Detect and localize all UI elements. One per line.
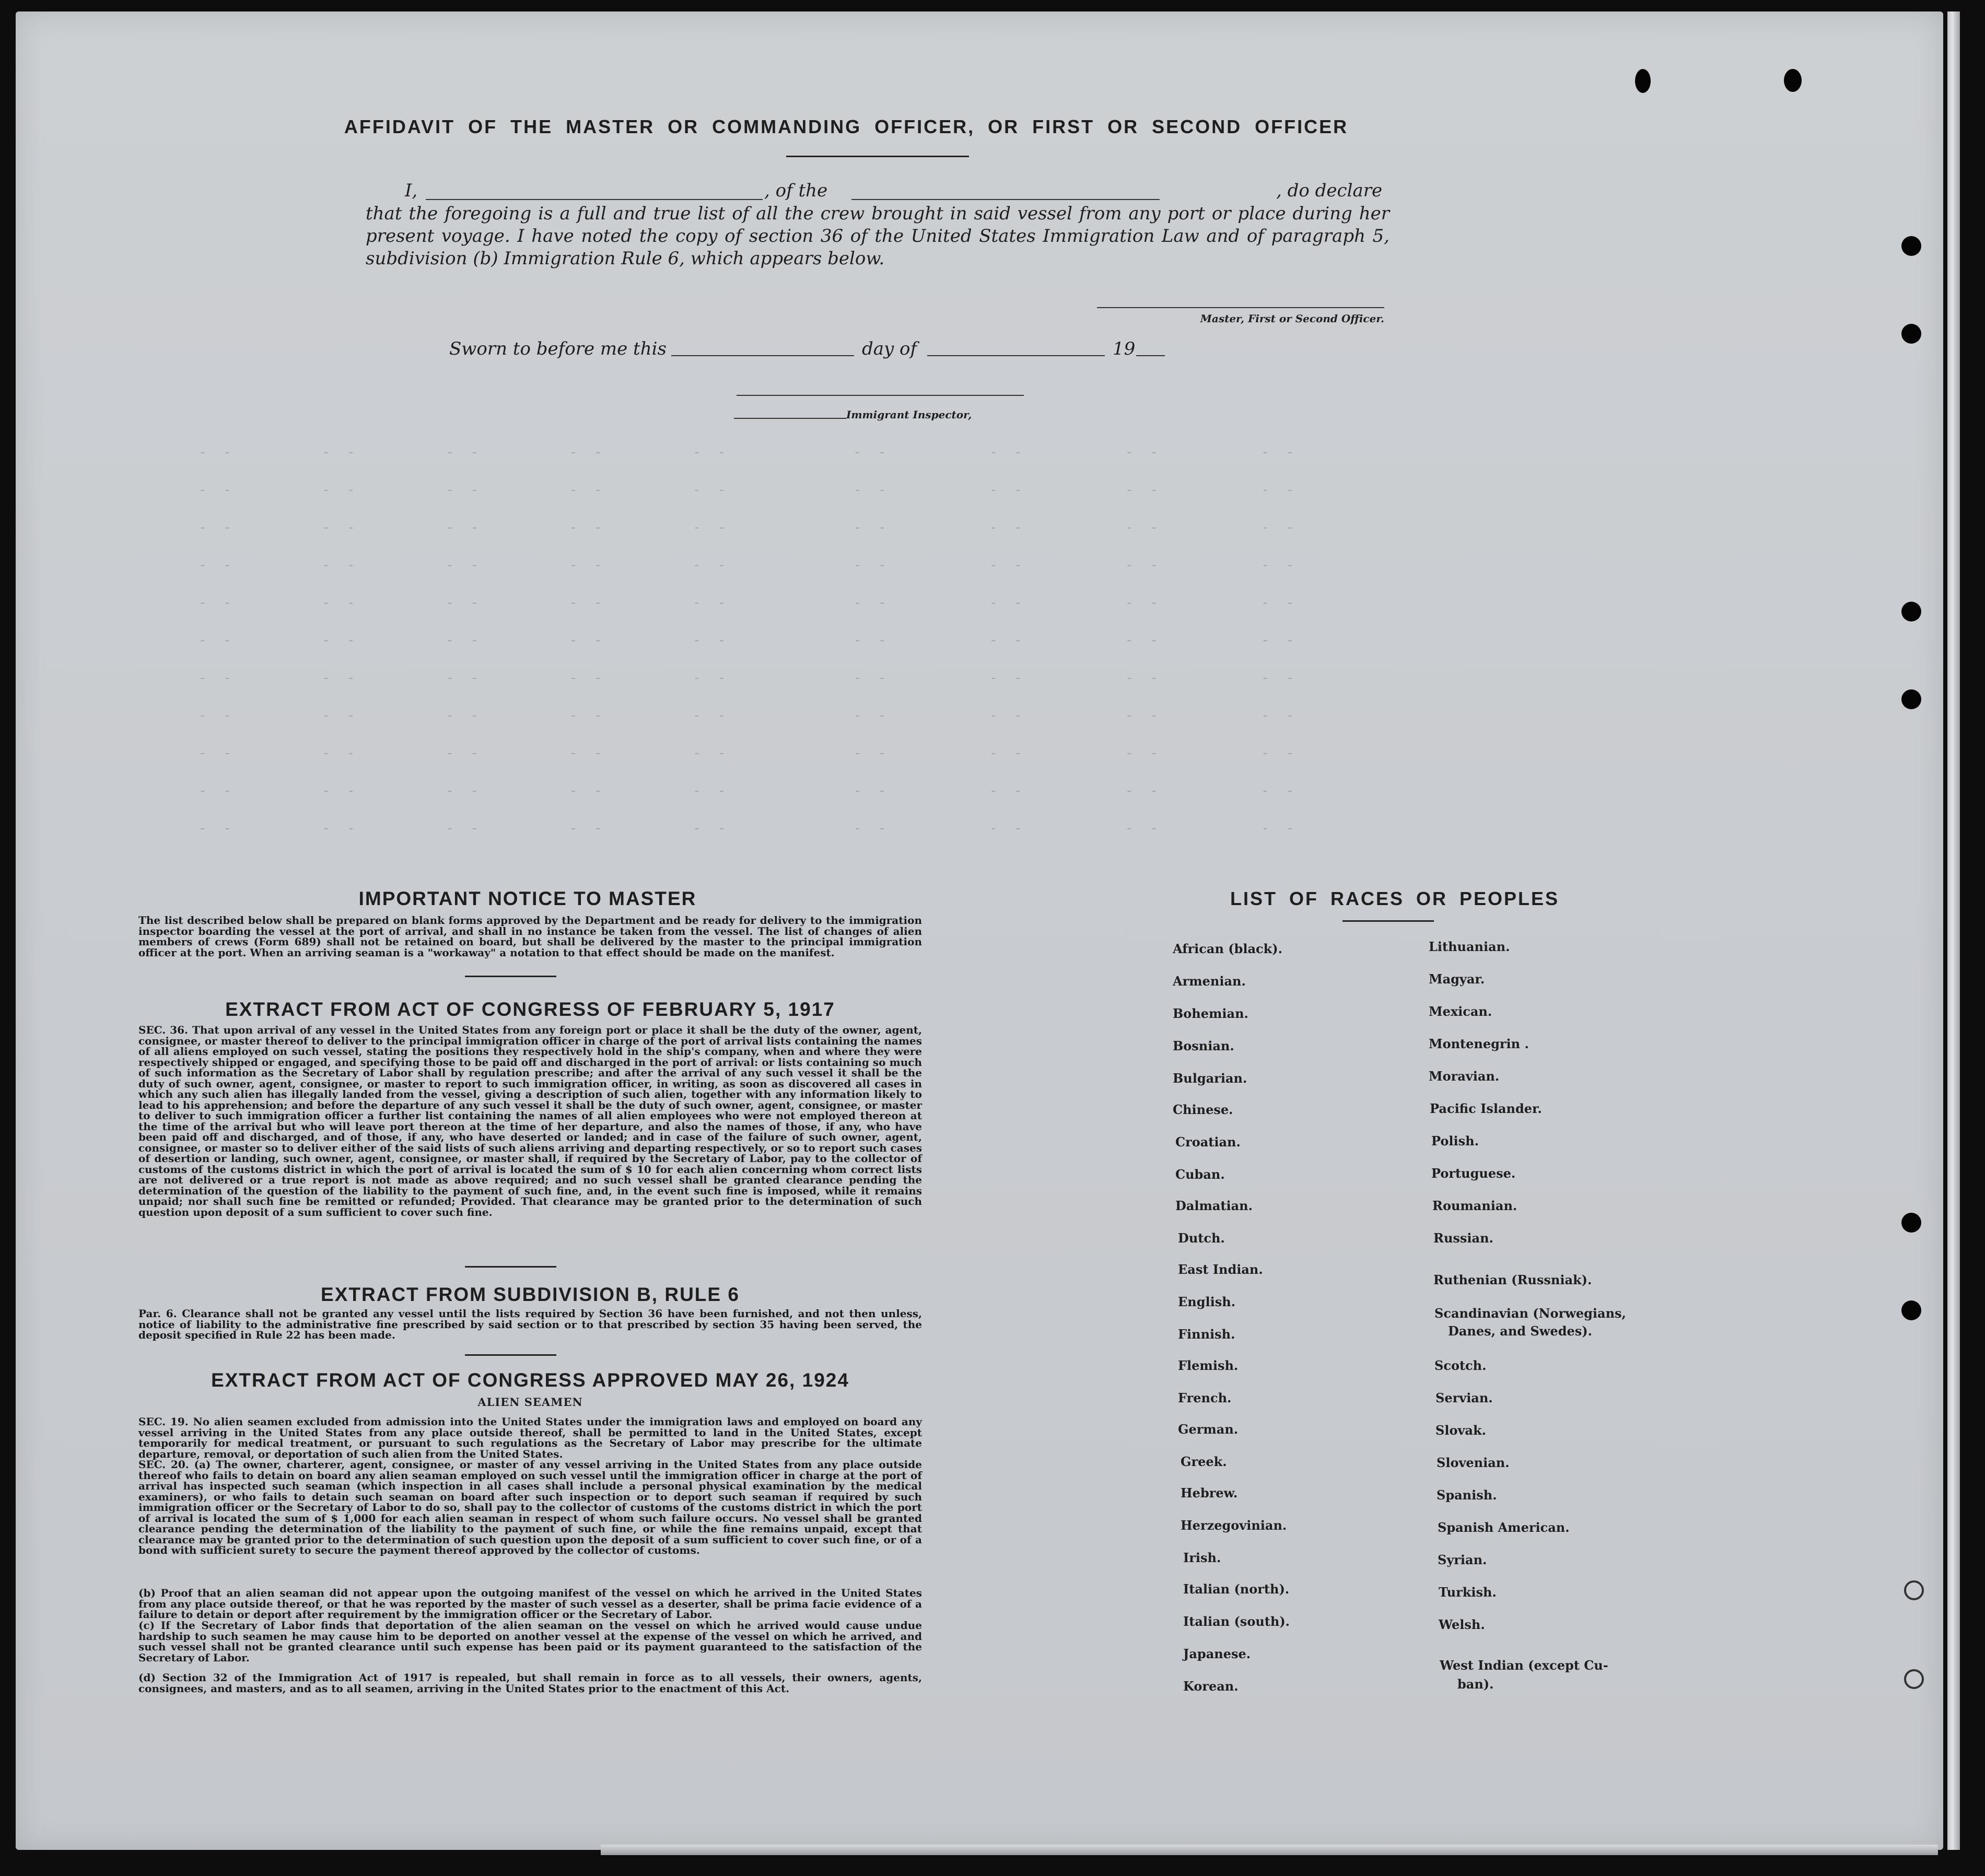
race-item: Russian. xyxy=(1433,1230,1493,1246)
sworn-year-label: 19 xyxy=(1113,338,1136,359)
extract-1917-title: EXTRACT FROM ACT OF CONGRESS OF FEBRUARY 5, 1917 xyxy=(225,999,835,1020)
race-item: Mexican. xyxy=(1429,1004,1492,1019)
extract-1924-title: EXTRACT FROM ACT OF CONGRESS APPROVED MAY 26, 1924 xyxy=(211,1369,849,1391)
race-item: Japanese. xyxy=(1183,1646,1251,1661)
sec-20d-text: (d) Section 32 of the Immigration Act of 1917 is repealed, but shall remain in force as to all vessels, their owners, agents, consignees, and masters, and as to all seamen, arriving in the United States prior to the enactment of this Act. xyxy=(138,1671,922,1695)
race-item: Finnish. xyxy=(1178,1327,1235,1342)
page-edge-bottom xyxy=(601,1845,1938,1855)
title-underline xyxy=(786,156,969,157)
declaration-line xyxy=(405,180,1387,203)
notice-divider xyxy=(465,976,556,977)
binder-hole xyxy=(1904,1580,1924,1600)
binder-hole xyxy=(1904,1669,1924,1689)
race-item: East Indian. xyxy=(1178,1262,1263,1277)
race-item: Bulgarian. xyxy=(1173,1071,1247,1086)
race-item: Ruthenian (Russniak). xyxy=(1433,1272,1592,1287)
affidavit-title: AFFIDAVIT OF THE MASTER OR COMMANDING OFFICER, OR FIRST OR SECOND OFFICER xyxy=(344,116,1349,137)
binder-hole xyxy=(1901,1300,1921,1320)
race-item: Bohemian. xyxy=(1173,1006,1248,1021)
race-item: West Indian (except Cu- xyxy=(1440,1658,1608,1673)
race-item: English. xyxy=(1178,1294,1236,1309)
race-item: Irish. xyxy=(1183,1550,1221,1565)
race-item: Chinese. xyxy=(1173,1102,1233,1117)
page-edge-right xyxy=(1947,11,1960,1850)
sec-20b-text: (b) Proof that an alien seaman did not appear upon the outgoing manifest of the vessel on which he arrived in the United States from any place outside thereof, or that he was reported by the master of such vessel as a deserter, shall be prima facie evidence of a failure to detain or deport after requirement by the immigration officer or the Secretary of Labor. xyxy=(138,1587,922,1621)
race-item: Spanish. xyxy=(1437,1487,1497,1503)
race-item: Lithuanian. xyxy=(1429,939,1510,954)
race-item: Polish. xyxy=(1431,1133,1479,1148)
binder-hole xyxy=(1901,324,1921,344)
race-item: Herzegovinian. xyxy=(1181,1518,1287,1533)
rule-6-text: Par. 6. Clearance shall not be granted any vessel until the lists required by Section 36 have been furnished, and not then unless, notice of liability to the administrative fine prescribed by said section or to that prescribed by section 35 having been served, the deposit specified in Rule 22 has been made. xyxy=(138,1307,922,1341)
races-title: LIST OF RACES OR PEOPLES xyxy=(1230,888,1560,909)
binder-hole xyxy=(1784,69,1802,92)
binder-hole xyxy=(1901,602,1921,622)
affidavit-body: that the foregoing is a full and true list of all the crew brought in said vessel from any port or place during her present voyage. I have noted the copy of section 36 of the United States Immigration Law and of paragraph 5, subdivision (b) Immigration Rule 6, which appears below. xyxy=(366,203,1390,269)
race-item: Scotch. xyxy=(1434,1358,1487,1373)
signature-line[interactable] xyxy=(1097,307,1384,308)
race-item: Danes, and Swedes). xyxy=(1448,1323,1592,1339)
race-item: Bosnian. xyxy=(1173,1038,1234,1053)
sec-20c-text: (c) If the Secretary of Labor finds that deportation of the alien seaman on the vessel on which he arrived would cause undue hardship to such seamen he may cause him to be deported on another vessel at the expense of the vessel on which he arrived, and such vessel shall not be granted clearance until such expense has been paid or its payment guaranteed to the satisfaction of the Secretary of Labor. xyxy=(138,1619,922,1664)
races-title-underline xyxy=(1342,920,1434,922)
race-item: Slovak. xyxy=(1435,1423,1486,1438)
inspector-line[interactable] xyxy=(734,418,846,419)
signature-label: Master, First or Second Officer. xyxy=(1200,312,1384,325)
rule-6-divider xyxy=(465,1354,556,1356)
race-item: Turkish. xyxy=(1439,1585,1497,1600)
binder-hole xyxy=(1635,69,1651,93)
declare-i: I, xyxy=(405,180,418,201)
race-item: Magyar. xyxy=(1429,971,1485,987)
race-item: Slovenian. xyxy=(1437,1455,1510,1470)
race-item: Cuban. xyxy=(1175,1167,1225,1182)
rule-6-title: EXTRACT FROM SUBDIVISION B, RULE 6 xyxy=(321,1284,740,1305)
race-item: Welsh. xyxy=(1439,1617,1485,1632)
inspector-label: Immigrant Inspector, xyxy=(846,408,972,421)
binder-hole xyxy=(1901,236,1921,256)
name-blank[interactable] xyxy=(426,199,763,200)
binder-hole xyxy=(1901,689,1921,709)
binder-hole xyxy=(1901,1213,1921,1233)
race-item: Italian (north). xyxy=(1183,1581,1290,1597)
race-item: ban). xyxy=(1457,1676,1494,1692)
race-item: Moravian. xyxy=(1429,1069,1500,1084)
declare-do-declare: , do declare xyxy=(1276,180,1383,201)
extract-1917-text: SEC. 36. That upon arrival of any vessel in the United States from any foreign port or place it shall be the duty of the owner, agent, consignee, or master thereof to deliver to the principal immigration officer in charge of the port of arrival lists containing the names of all aliens employed on such vessel, stating the positions they respectively hold in the ship's company, when and where they were respectively shipped or engaged, and specifying those to be paid off and discharged in the port of arrival: or lists containing so much of such information as the Secretary of Labor shall by regulation prescribe; and after the arrival of any such vessel it shall be the duty of such owner, agent, consignee, or master to report to such immigration officer, in writing, as soon as discovered all cases in which any such alien has illegally landed from the vessel, giving a description of such alien, together with any information likely to lead to his apprehension; and before the departure of any such vessel it shall be the duty of such owner, agent, consignee, or master to deliver to such immigration officer a further list containing the names of all alien employees who were not employed thereon at the time of the arrival but who will leave port thereon at the time of her departure, and also the names of those, if any, who have been paid off and discharged, and of those, if any, who have deserted or landed; and in case of the failure of such owner, agent, consignee, or master so to deliver either of the said lists of such aliens arriving and departing respectively, or so to report such cases of desertion or landing, such owner, agent, consignee, or master shall, if required by the Secretary of Labor, pay to the collector of customs of the customs district in which the port of arrival is located the sum of $ 10 for each alien concerning whom correct lists are not delivered or a true report is not made as above required; and no such vessel shall be granted clearance pending the determination of the question of the liability to the payment of such fine, and, in the event such fine is imposed, while it remains unpaid; nor shall such fine be remitted or refunded; Provided. That clearance may be granted prior to the determination of such question upon deposit of a sum sufficient to cover such fine. xyxy=(138,1024,922,1218)
race-item: Portuguese. xyxy=(1431,1166,1516,1181)
race-item: Syrian. xyxy=(1438,1552,1487,1567)
notice-title: IMPORTANT NOTICE TO MASTER xyxy=(358,888,697,909)
race-item: Scandinavian (Norwegians, xyxy=(1434,1306,1626,1321)
sec-20a-text: SEC. 20. (a) The owner, charterer, agent, consignee, or master of any vessel arriving in the United States from any place outside thereof who fails to detain on board any alien seaman employed on such vessel until the immigration officer in charge at the port of arrival has inspected such seaman (which inspection in all cases shall include a personal physical examination by the medical examiners), or who fails to detain such seaman on board after such inspection or to deport such seaman if required by such immigration officer or the Secretary of Labor to do so, shall pay to the collector of customs of the customs district in which the port of arrival is located the sum of $ 1,000 for each alien seaman in respect of whom such failure occurs. No vessel shall be granted clearance pending the determination of the liability to the payment of such fine, or while the fine remains unpaid, except that clearance may be granted prior to the determination of such question upon the deposit of a sum sufficient to cover such fine, or of a bond with sufficient surety to secure the payment thereof approved by the collector of customs. xyxy=(138,1458,922,1556)
race-item: African (black). xyxy=(1173,941,1283,956)
race-item: Croatian. xyxy=(1175,1134,1241,1150)
race-item: Flemish. xyxy=(1178,1358,1239,1373)
race-item: Servian. xyxy=(1435,1390,1493,1405)
race-item: Korean. xyxy=(1183,1679,1239,1694)
race-item: Roumanian. xyxy=(1432,1198,1517,1213)
bleed-through-texture: - - - - - - - - - - - - - - - - - - - - - - - - - - - - - - - - - - - - - - - - - - - - - - - - - - - - - - - - - - - - - - - - - - - - - - - - - - - - - - - - - - - - - - - - - - - - - - - - - - - - - - - - - - - - - - - - - - - - - - - - - - - - - - - - - - - - - - - - - - - - - - - - - - - - - - - - - - - - - - - - - - - - - - - - - - - - - - - - - - - - - - - - - - - - - - - - - - - - - - xyxy=(198,444,1299,836)
sworn-year-blank[interactable] xyxy=(1136,355,1165,356)
vessel-blank[interactable] xyxy=(851,199,1160,200)
sworn-date-blank[interactable] xyxy=(671,355,854,356)
race-item: Dutch. xyxy=(1178,1230,1225,1246)
sworn-day-label: day of xyxy=(862,338,917,359)
race-item: Greek. xyxy=(1181,1454,1227,1469)
race-item: Italian (south). xyxy=(1183,1614,1290,1629)
sec-19-text: SEC. 19. No alien seamen excluded from admission into the United States under the immigration laws and employed on board any vessel arriving in the United States from any place outside thereof, shall be permitted to land in the United States, except temporarily for medical treatment, or pursuant to such regulations as the Secretary of Labor may prescribe for the ultimate departure, removal, or deportation of such alien from the United States. xyxy=(138,1415,922,1460)
race-item: Montenegrin . xyxy=(1429,1036,1529,1051)
race-item: Pacific Islander. xyxy=(1430,1101,1542,1116)
race-item: Armenian. xyxy=(1173,974,1246,989)
race-item: French. xyxy=(1178,1390,1232,1405)
notice-text: The list described below shall be prepared on blank forms approved by the Department and be ready for delivery to the immigration inspector boarding the vessel at the port of arrival, and shall in no instance be taken from the vessel. The list of changes of alien members of crews (Form 689) shall not be retained on board, but shall be delivered by the master to the principal immigration officer at the port. When an arriving seaman is a "workaway" a notation to that effect should be made on the manifest. xyxy=(138,914,922,959)
race-item: German. xyxy=(1178,1422,1239,1437)
sworn-month-blank[interactable] xyxy=(927,355,1105,356)
inspector-line-upper[interactable] xyxy=(737,395,1024,396)
sworn-label: Sworn to before me this xyxy=(449,338,667,359)
extract-1917-divider xyxy=(465,1266,556,1268)
race-item: Dalmatian. xyxy=(1175,1198,1253,1213)
declare-of-the: , of the xyxy=(764,180,828,201)
race-item: Spanish American. xyxy=(1438,1520,1570,1535)
race-item: Hebrew. xyxy=(1181,1485,1238,1500)
alien-seamen-subtitle: ALIEN SEAMEN xyxy=(477,1396,583,1409)
